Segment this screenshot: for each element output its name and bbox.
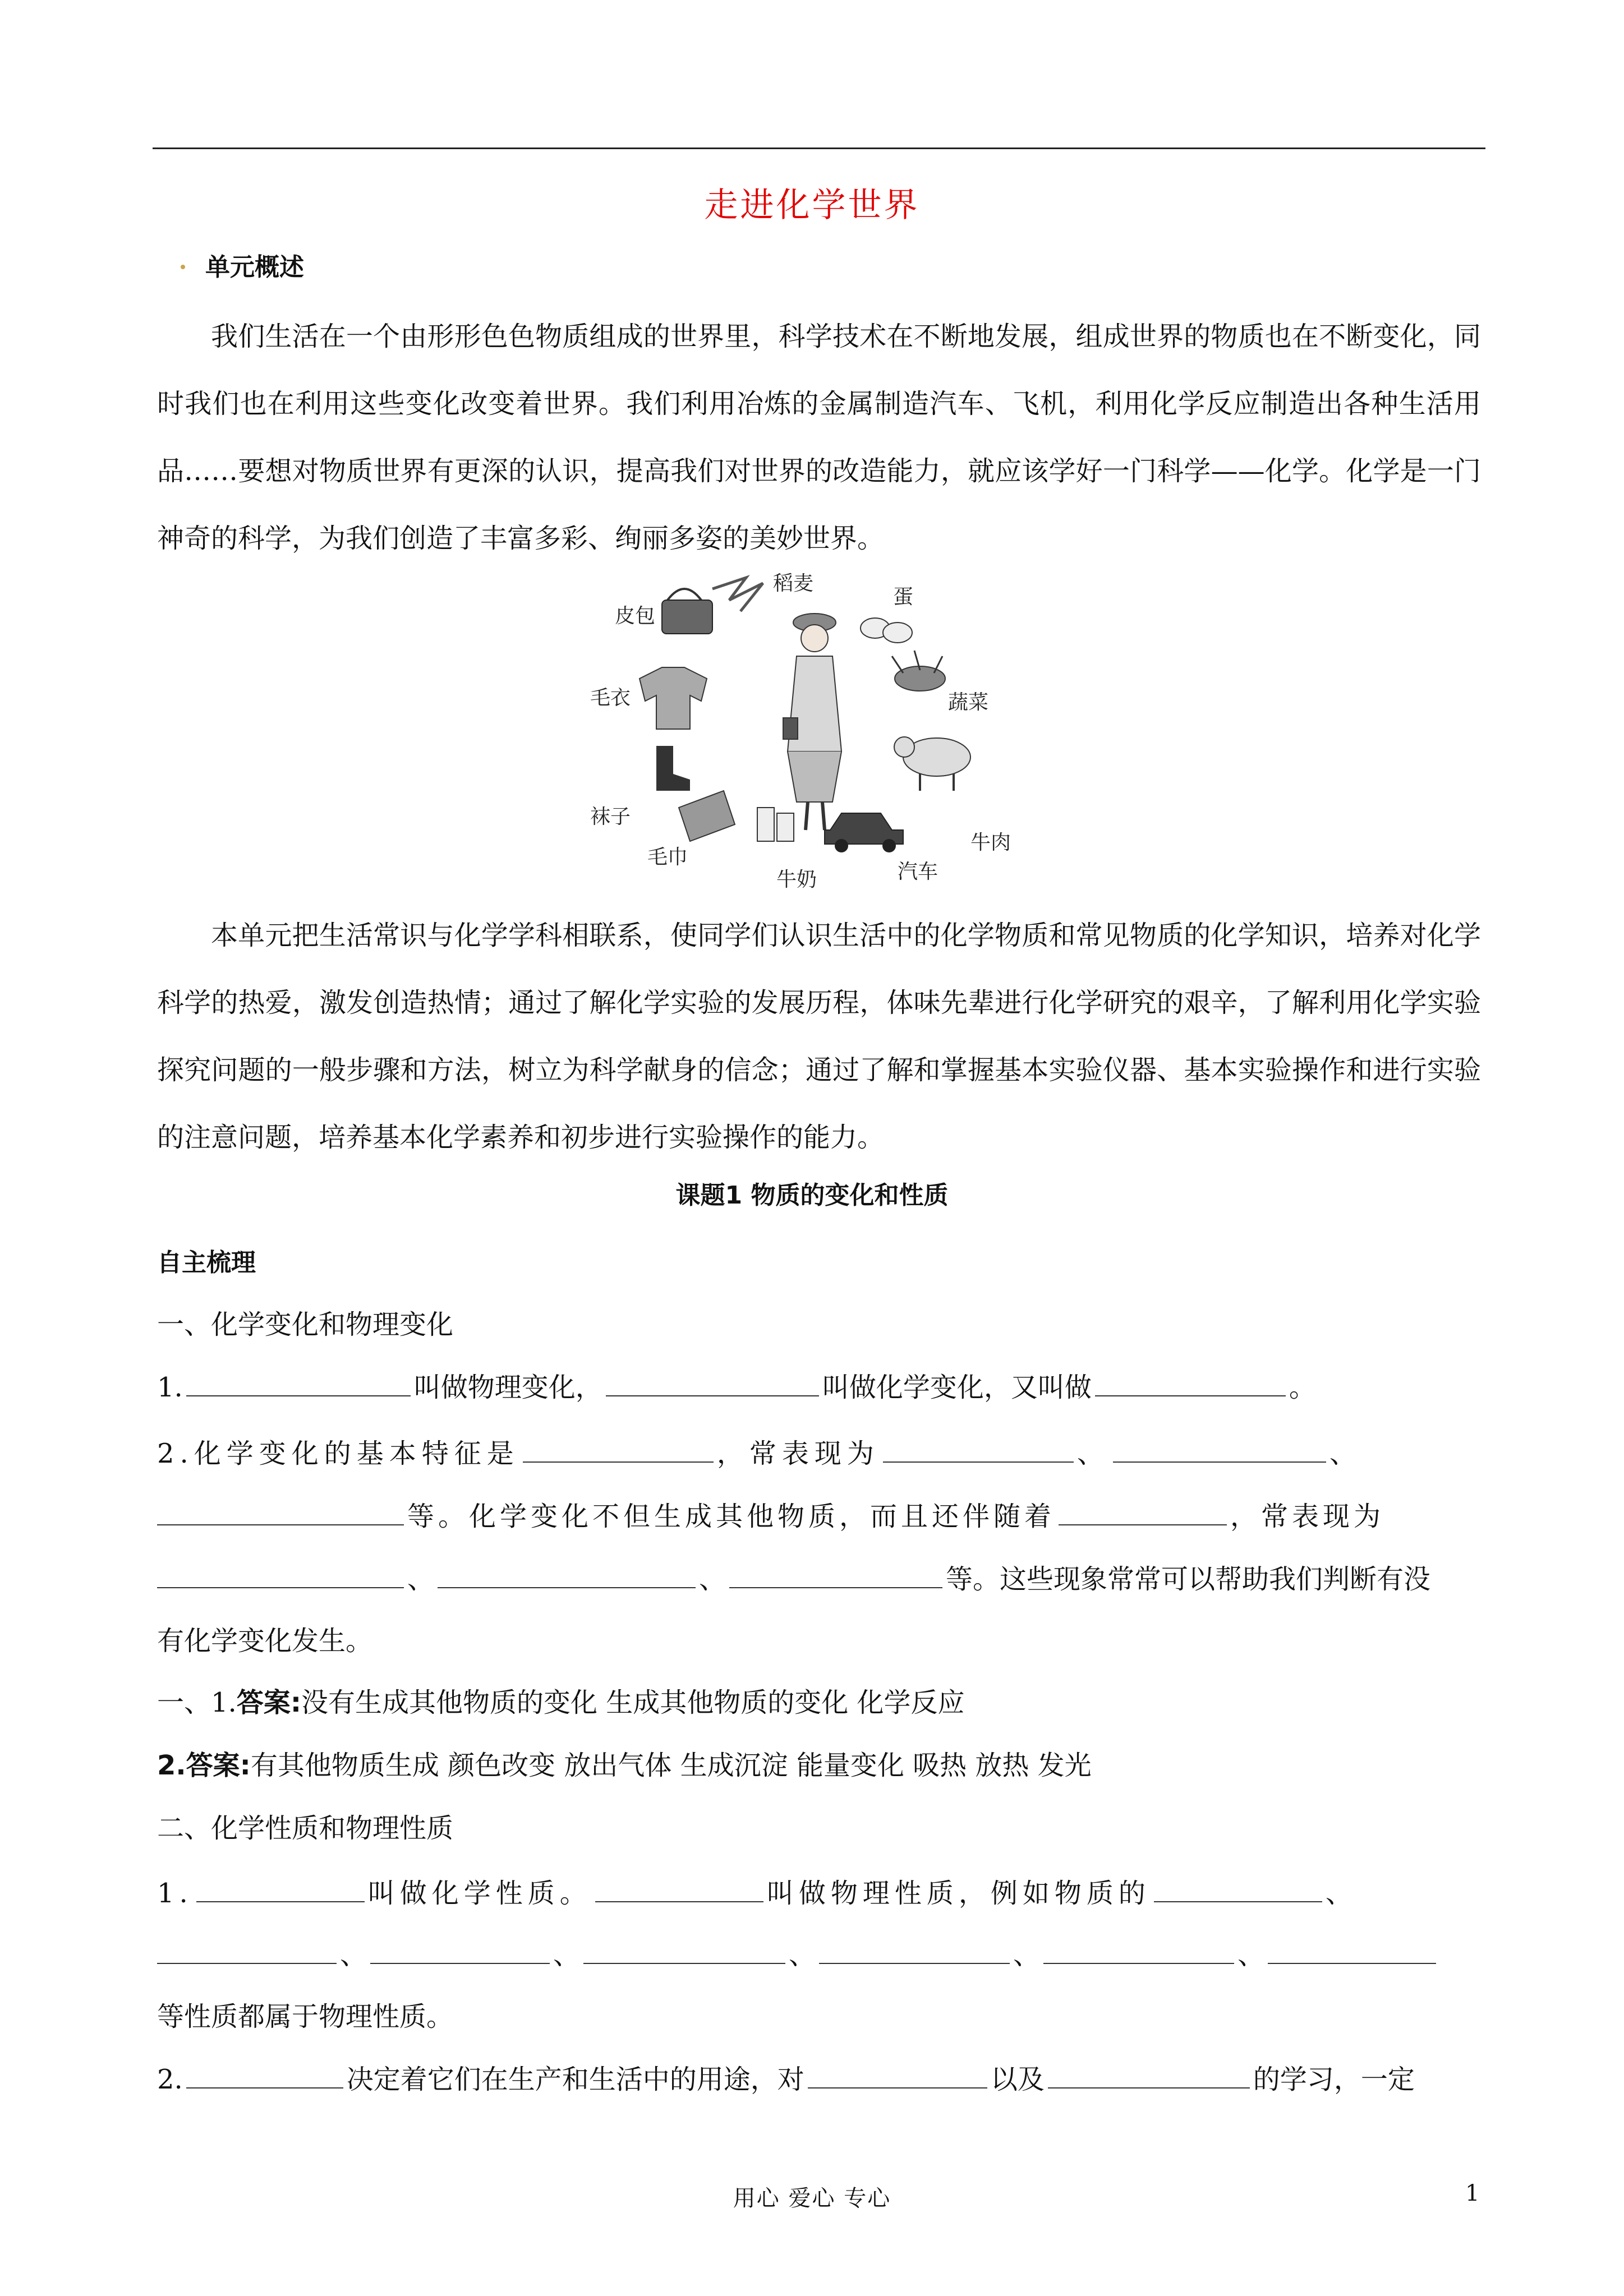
answer-blank[interactable] [1095, 1370, 1286, 1396]
question-2-line-1: 2.化学变化的基本特征是 ，常表现为 、 、 [157, 1436, 1481, 1470]
figure-label-towel: 毛巾 [647, 846, 688, 869]
bullet-dot [181, 265, 185, 269]
question-2-line-3: 、 、 等。这些现象常常可以帮助我们判断有没 [157, 1561, 1481, 1596]
answer-blank[interactable] [523, 1436, 714, 1463]
figure-label-egg: 蛋 [893, 585, 914, 608]
answer-blank[interactable] [1059, 1499, 1227, 1525]
lesson-title: 课题1 物质的变化和性质 [675, 1181, 949, 1210]
question-3-line-3: 等性质都属于物理性质。 [157, 2001, 454, 2032]
answer-blank[interactable] [729, 1561, 942, 1588]
figure-label-wheat: 稻麦 [773, 572, 814, 595]
figure-label-beef: 牛肉 [970, 831, 1011, 854]
overview-paragraph: 我们生活在一个由形形色色物质组成的世界里，科学技术在不断地发展，组成世界的物质也在不断变化，同时我们也在利用这些变化改变着世界。我们利用冶炼的金属制造汽车、飞机，利用化学反应制造出各种生活用品……要想对物质世界有更深的认识，提高我们对世界的改造能力，就应该学好一门科学——化学。化学是一门神奇的科学，为我们创造了丰富多彩、绚丽多姿的美妙世界。 [157, 321, 1481, 554]
figure-label-vegetable: 蔬菜 [948, 691, 989, 714]
figure-label-sweater: 毛衣 [590, 686, 631, 709]
question-1: 1. 叫做物理变化， 叫做化学变化，又叫做 。 [157, 1370, 1481, 1404]
answer-blank[interactable] [595, 1875, 763, 1902]
answer-blank[interactable] [1268, 1937, 1436, 1964]
answer-blank[interactable] [438, 1561, 696, 1588]
answer-1: 一、1.答案:没有生成其他物质的变化 生成其他物质的变化 化学反应 [157, 1687, 965, 1718]
socks-icon [656, 746, 690, 791]
milk-icon [757, 808, 794, 841]
question-2-line-4: 有化学变化发生。 [157, 1625, 373, 1657]
answer-blank[interactable] [157, 1499, 404, 1525]
figure-label-milk: 牛奶 [776, 868, 817, 891]
intro-paragraph: 本单元把生活常识与化学学科相联系，使同学们认识生活中的化学物质和常见物质的化学知识，培养对化学科学的热爱，激发创造热情；通过了解化学实验的发展历程，体味先辈进行化学研究的艰辛，了解利用化学实验探究问题的一般步骤和方法，树立为科学献身的信念；通过了解和掌握基本实验仪器、基本实验操作和进行实验的注意问题，培养基本化学素养和初步进行实验操作的能力。 [157, 920, 1481, 1153]
answer-blank[interactable] [606, 1370, 819, 1396]
towel-icon [679, 791, 735, 841]
header-rule [153, 147, 1485, 149]
car-icon [825, 813, 903, 852]
question-3-line-2: 、 、 、 、 、 [157, 1937, 1481, 1972]
answer-blank[interactable] [196, 1875, 365, 1902]
answer-blank[interactable] [1048, 2062, 1250, 2088]
answer-blank[interactable] [583, 1937, 785, 1964]
handbag-icon [662, 589, 712, 634]
page-footer: 用心 爱心 专心 [733, 2186, 891, 2211]
question-2-line-2: 等。化学变化不但生成其他物质，而且还伴随着 ，常表现为 [157, 1499, 1481, 1533]
section-heading-overview: 单元概述 [205, 253, 304, 282]
answer-blank[interactable] [883, 1436, 1074, 1463]
page-title: 走进化学世界 [704, 186, 920, 225]
answer-blank[interactable] [157, 1937, 337, 1964]
self-study-heading: 自主梳理 [157, 1248, 256, 1277]
part1-heading: 一、化学变化和物理变化 [157, 1309, 454, 1340]
figure-label-car: 汽车 [898, 860, 938, 883]
answer-blank[interactable] [1154, 1875, 1322, 1902]
cow-icon [894, 737, 970, 791]
answer-blank[interactable] [1113, 1436, 1326, 1463]
vegetable-icon [892, 651, 945, 691]
answer-blank[interactable] [157, 1561, 404, 1588]
answer-blank[interactable] [186, 1370, 411, 1396]
page-number: 1 [1465, 2180, 1480, 2206]
egg-icon [861, 618, 912, 643]
answer-blank[interactable] [370, 1937, 550, 1964]
answer-2: 2.答案:有其他物质生成 颜色改变 放出气体 生成沉淀 能量变化 吸热 放热 发光 [157, 1750, 1092, 1781]
woman-illustration [783, 614, 841, 830]
answer-blank[interactable] [819, 1937, 1010, 1964]
figure-label-socks: 袜子 [590, 805, 631, 828]
figure-label-leather-bag: 皮包 [615, 605, 656, 628]
sweater-icon [640, 667, 707, 729]
answer-blank[interactable] [1043, 1937, 1234, 1964]
question-3-line-1: 1. 叫做化学性质。 叫做物理性质，例如物质的 、 [157, 1875, 1481, 1910]
question-4: 2. 决定着它们在生产和生活中的用途，对 以及 的学习，一定 [157, 2062, 1481, 2096]
everyday-materials-figure [561, 566, 1049, 892]
wheat-icon [712, 578, 763, 611]
answer-blank[interactable] [186, 2062, 343, 2088]
answer-blank[interactable] [808, 2062, 987, 2088]
part2-heading: 二、化学性质和物理性质 [157, 1813, 454, 1844]
